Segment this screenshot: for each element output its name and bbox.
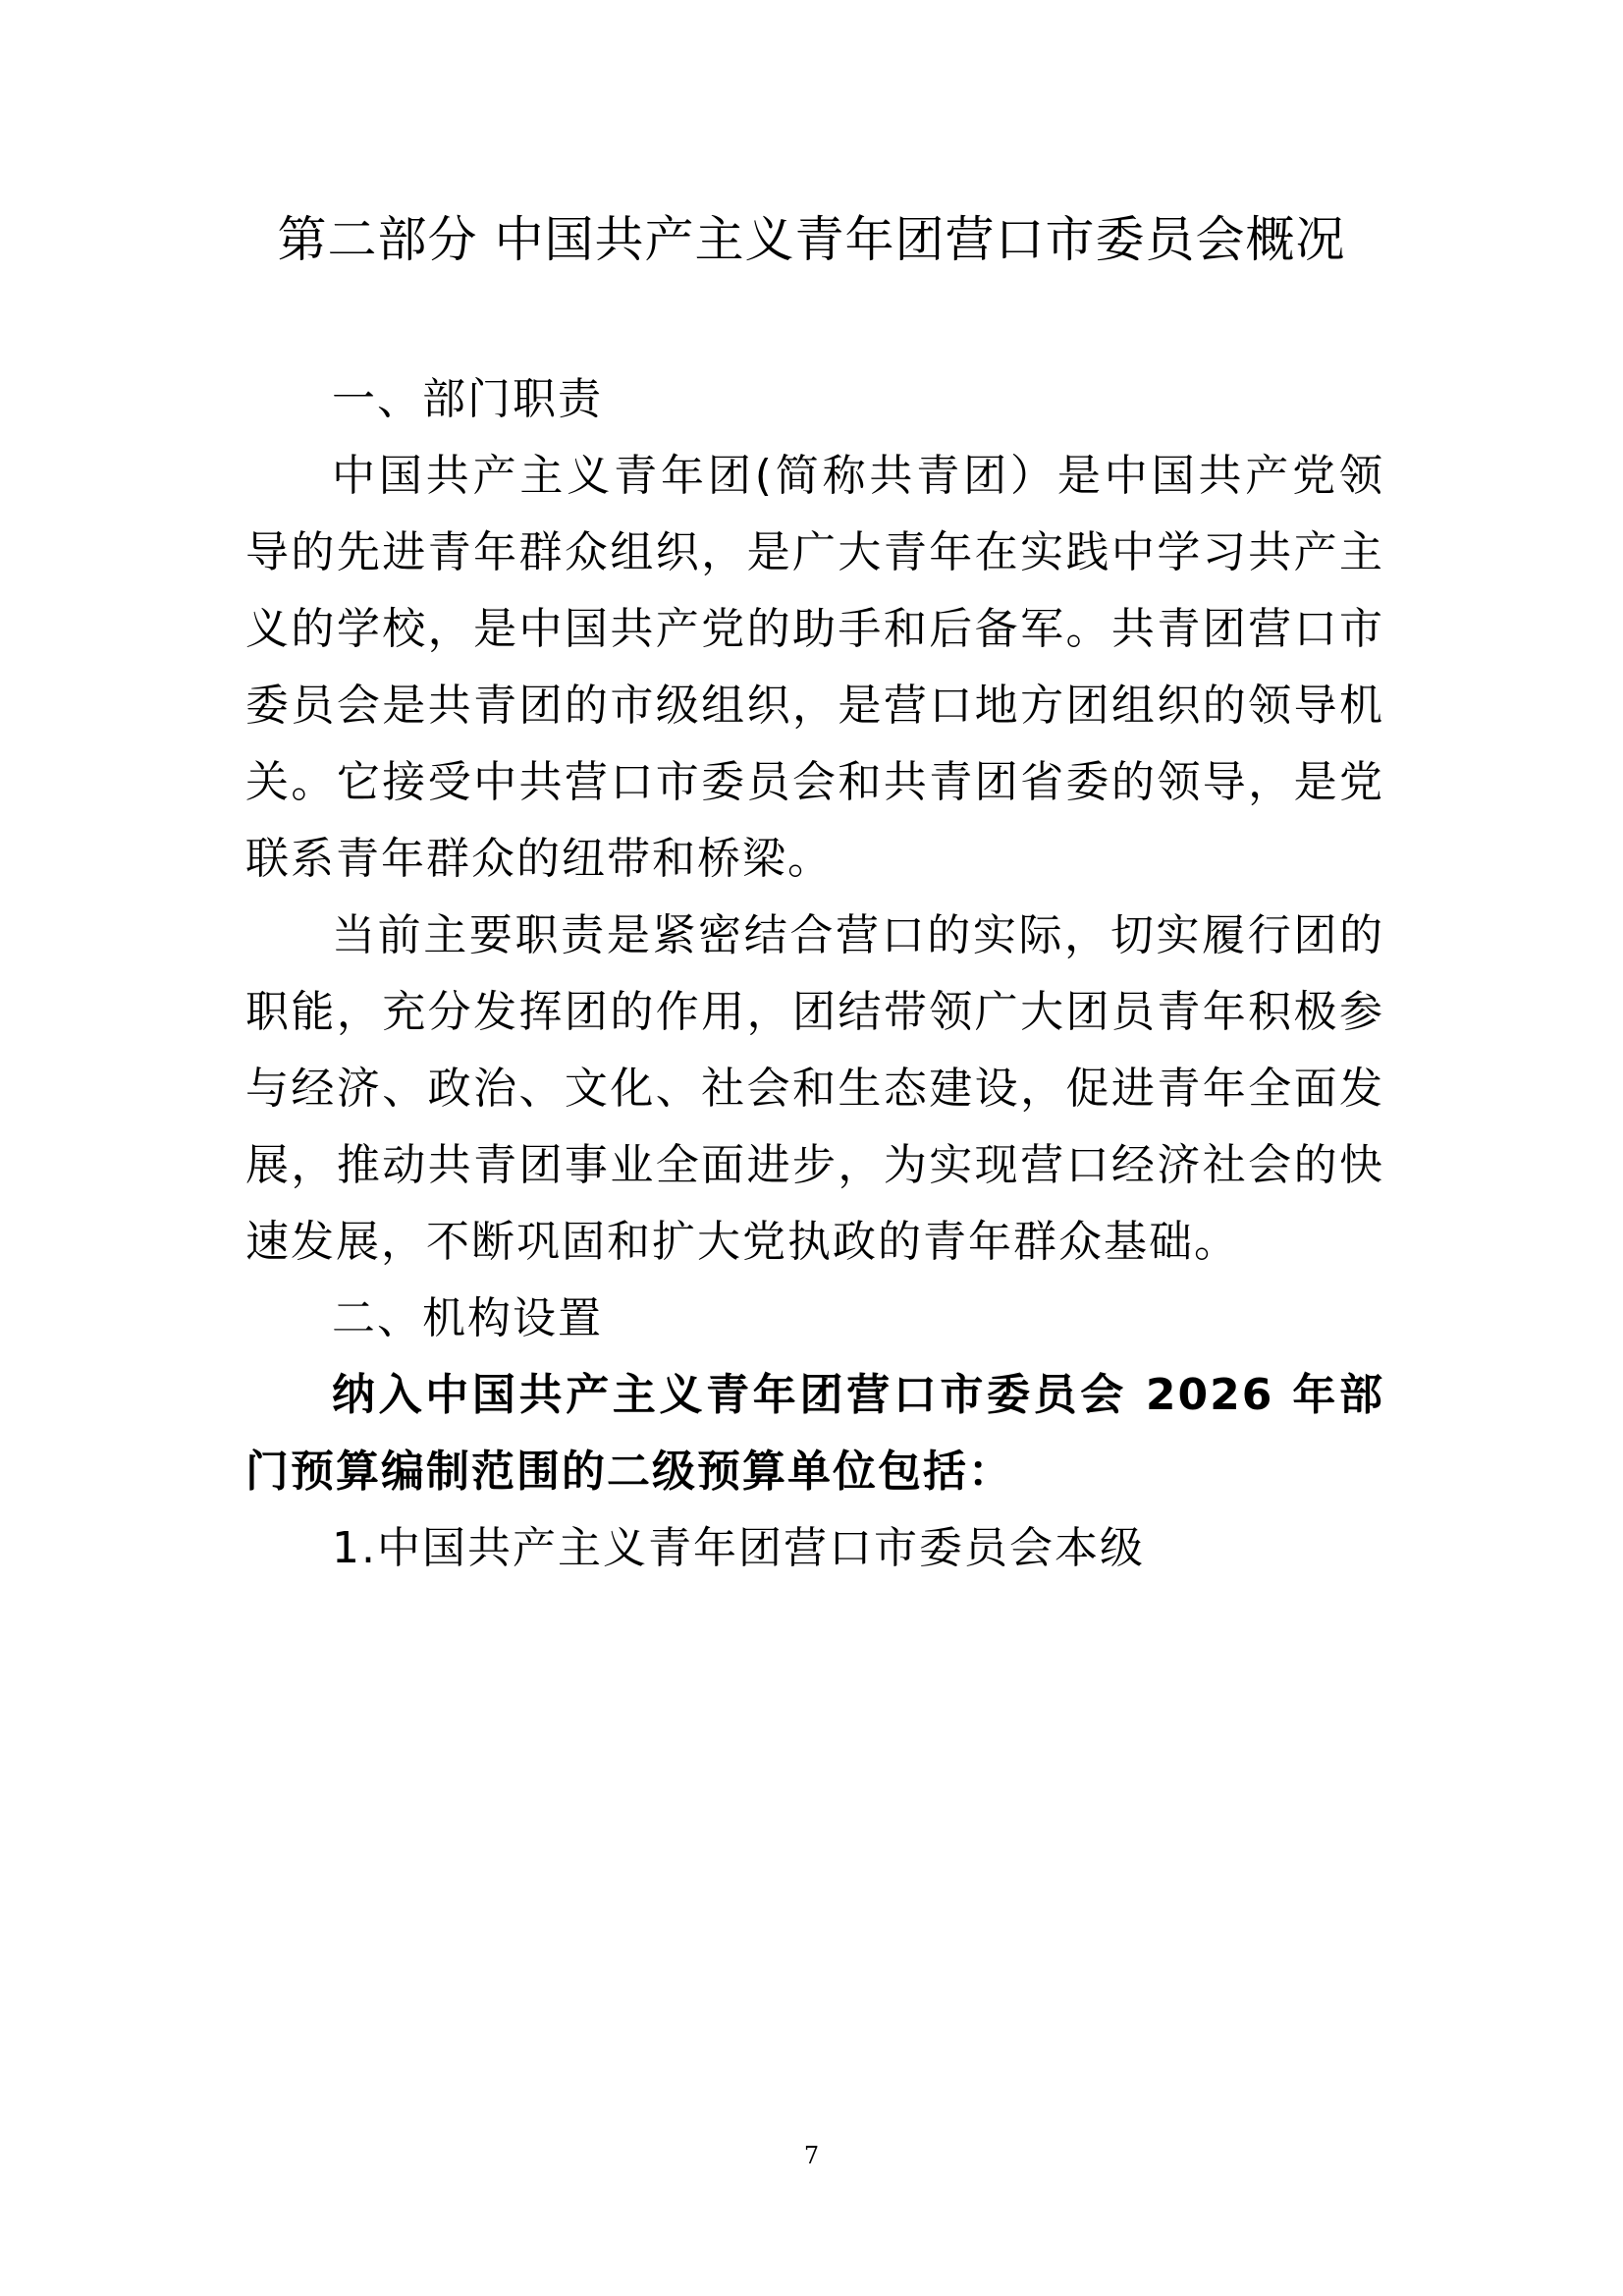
paragraph-main-duties: 当前主要职责是紧密结合营口的实际，切实履行团的职能，充分发挥团的作用，团结带领广大团员青年积极参与经济、政治、文化、社会和生态建设，促进青年全面发展，推动共青团事业全面进步，为实现营口经济社会的快速发展，不断巩固和扩大党执政的青年群众基础。 (245, 910, 1384, 1267)
document-body (245, 361, 1384, 1587)
list-item-unit: 1.中国共产主义青年团营口市委员会本级 (332, 1523, 1145, 1573)
section-heading-responsibilities: 一、部门职责 (332, 374, 603, 424)
page-number: 7 (803, 2142, 820, 2169)
page-title: 第二部分 中国共产主义青年团营口市委员会概况 (277, 211, 1346, 268)
paragraph-organization-intro: 中国共产主义青年团(简称共青团）是中国共产党领导的先进青年群众组织，是广大青年在实践中学习共产主义的学校，是中国共产党的助手和后备军。共青团营口市委员会是共青团的市级组织，是营口地方团组织的领导机关。它接受中共营口市委员会和共青团省委的领导，是党联系青年群众的纽带和桥梁。 (245, 451, 1384, 884)
section-heading-structure: 二、机构设置 (332, 1293, 603, 1343)
paragraph-budget-scope: 纳入中国共产主义青年团营口市委员会 2026 年部门预算编制范围的二级预算单位包括： (245, 1370, 1384, 1497)
